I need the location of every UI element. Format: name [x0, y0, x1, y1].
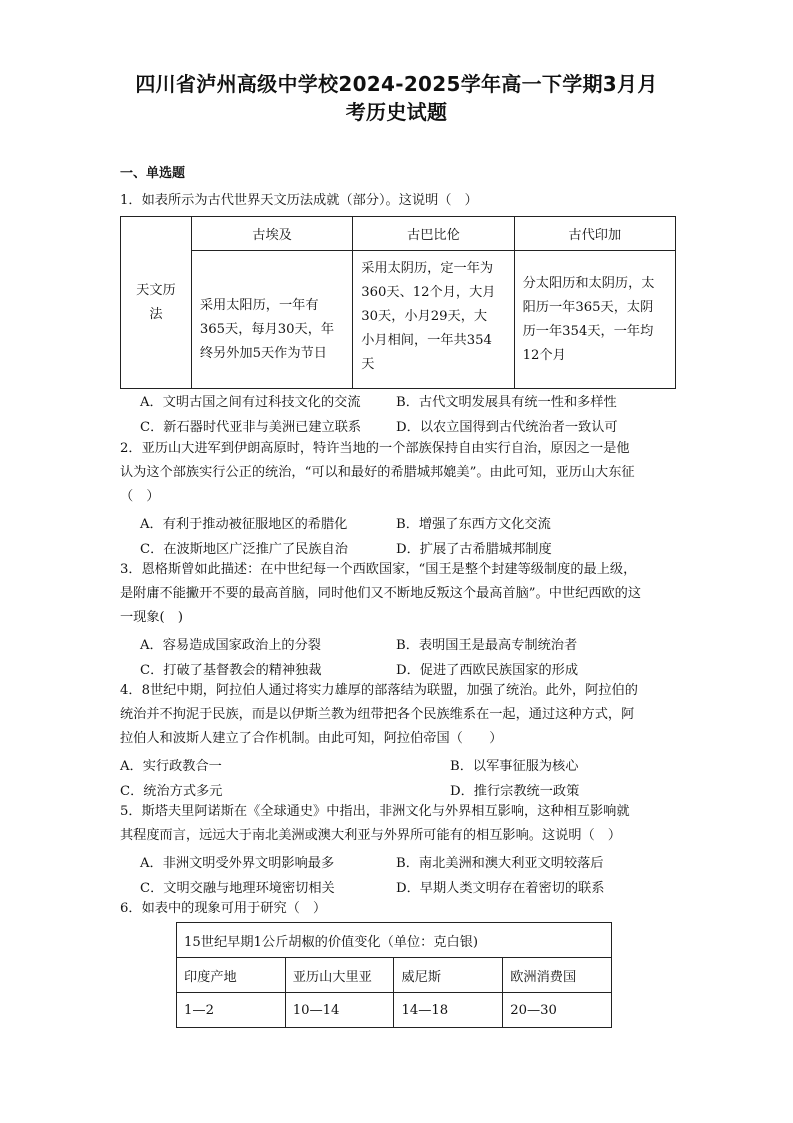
q6-header-2: 威尼斯 [394, 958, 503, 993]
q1-cell-inca [514, 251, 675, 389]
q4-option-c[interactable]: C．统治方式多元 [120, 784, 223, 799]
q1-row-label-cell [121, 217, 192, 389]
q1-option-d[interactable]: D．以农立国得到古代统治者一致认可 [396, 420, 618, 435]
q5-option-a[interactable]: A．非洲文明受外界文明影响最多 [140, 856, 335, 871]
q5-option-c[interactable]: C．文明交融与地理环境密切相关 [140, 881, 335, 896]
q1-cell-egypt [191, 251, 352, 389]
q2-option-a[interactable]: A．有利于推动被征服地区的希腊化 [140, 517, 348, 532]
q6-header-1: 亚历山大里亚 [285, 958, 394, 993]
q2-stem-line2: 认为这个部族实行公正的统治，“可以和最好的希腊城邦媲美”。由此可知，亚历山大东征 [120, 465, 635, 480]
q6-value-0: 1—2 [177, 993, 286, 1028]
q3-option-b[interactable]: B．表明国王是最高专制统治者 [396, 638, 578, 653]
q5-option-b[interactable]: B．南北美洲和澳大利亚文明较落后 [396, 856, 604, 871]
q5-stem-line2: 其程度而言，远远大于南北美洲或澳大利亚与外界所可能有的相互影响。这说明（ ） [120, 828, 622, 843]
q1-cell-line: 历一年354天，一年均 [522, 323, 654, 339]
q3-option-a[interactable]: A．容易造成国家政治上的分裂 [140, 638, 321, 653]
q6-stem: 6．如表中的现象可用于研究（ ） [120, 901, 327, 916]
q1-cell-line: 阳历一年365天，太阴 [522, 299, 654, 315]
q4-stem-line3: 拉伯人和波斯人建立了合作机制。由此可知，阿拉伯帝国（ ） [120, 731, 503, 746]
q1-cell-babylon [353, 251, 514, 389]
q6-value-1: 10—14 [285, 993, 394, 1028]
q4-stem-line2: 统治并不拘泥于民族，而是以伊斯兰教为纽带把各个民族维系在一起，通过这种方式，阿 [120, 707, 635, 722]
q5-stem-line1: 5．斯塔夫里阿诺斯在《全球通史》中指出，非洲文化与外界相互影响，这种相互影响就 [120, 804, 630, 819]
q3-stem-line2: 是附庸不能撇开不要的最高首脑，同时他们又不断地反叛这个最高首脑”。中世纪西欧的这 [120, 586, 642, 601]
q1-stem: 1．如表所示为古代世界天文历法成就（部分）。这说明（ ） [120, 193, 478, 208]
q6-header-0: 印度产地 [177, 958, 286, 993]
q1-option-b[interactable]: B．古代文明发展具有统一性和多样性 [396, 395, 617, 410]
q1-cell-line: 分太阳历和太阴历，太 [522, 275, 655, 291]
q2-option-c[interactable]: C．在波斯地区广泛推广了民族自治 [140, 542, 348, 557]
page-title-line2: 考历史试题 [345, 100, 448, 124]
q4-option-d[interactable]: D．推行宗教统一政策 [450, 784, 580, 799]
q1-table [120, 216, 676, 389]
q5-option-d[interactable]: D．早期人类文明存在着密切的联系 [396, 881, 605, 896]
q3-stem-line3: 一现象( ) [120, 610, 184, 625]
q1-cell-line: 360天、12个月，大月 [361, 285, 496, 300]
q3-option-d[interactable]: D．促进了西欧民族国家的形成 [396, 663, 579, 678]
q4-option-b[interactable]: B．以军事征服为核心 [450, 759, 579, 774]
q6-value-2: 14—18 [394, 993, 503, 1028]
q4-stem-line1: 4．8世纪中期，阿拉伯人通过将实力雄厚的部落结为联盟，加强了统治。此外，阿拉伯的 [120, 683, 638, 698]
q6-table [176, 922, 612, 1028]
q1-header-0: 古埃及 [191, 217, 352, 251]
q1-cell-line: 365天，每月30天，年 [199, 321, 335, 337]
q2-option-d[interactable]: D．扩展了古希腊城邦制度 [396, 542, 552, 557]
q3-stem-line1: 3．恩格斯曾如此描述：在中世纪每一个西欧国家，“国王是整个封建等级制度的最上级， [120, 562, 637, 577]
q1-header-2: 古代印加 [514, 217, 675, 251]
q6-header-3: 欧洲消费国 [503, 958, 612, 993]
q6-table-caption: 15世纪早期1公斤胡椒的价值变化（单位：克白银) [177, 923, 612, 958]
q1-cell-line: 30天，小月29天，大 [361, 309, 488, 324]
q1-row-label: 天文历法 [136, 282, 176, 322]
q1-option-a[interactable]: A．文明古国之间有过科技文化的交流 [140, 395, 361, 410]
q1-cell-line: 采用太阳历，一年有 [199, 297, 319, 313]
section-heading: 一、单选题 [120, 166, 186, 181]
q2-stem-line1: 2．亚历山大进军到伊朗高原时，特许当地的一个部族保持自由实行自治，原因之一是他 [120, 441, 630, 456]
q1-cell-line: 终另外加5天作为节日 [199, 345, 327, 361]
q2-option-b[interactable]: B．增强了东西方文化交流 [396, 517, 551, 532]
q1-cell-line: 12个月 [522, 347, 566, 363]
q1-cell-line: 采用太阴历，定一年为 [361, 261, 494, 276]
q1-option-c[interactable]: C．新石器时代亚非与美洲已建立联系 [140, 420, 362, 435]
q2-stem-line3: （ ） [120, 489, 160, 504]
q1-cell-line: 天 [361, 357, 375, 372]
q1-cell-line: 小月相间，一年共354 [361, 333, 492, 348]
q4-option-a[interactable]: A．实行政教合一 [120, 759, 222, 774]
q3-option-c[interactable]: C．打破了基督教会的精神独裁 [140, 663, 322, 678]
page-title-line1: 四川省泸州高级中学校2024-2025学年高一下学期3月月 [135, 72, 658, 96]
q6-value-3: 20—30 [503, 993, 612, 1028]
q1-header-1: 古巴比伦 [353, 217, 514, 251]
